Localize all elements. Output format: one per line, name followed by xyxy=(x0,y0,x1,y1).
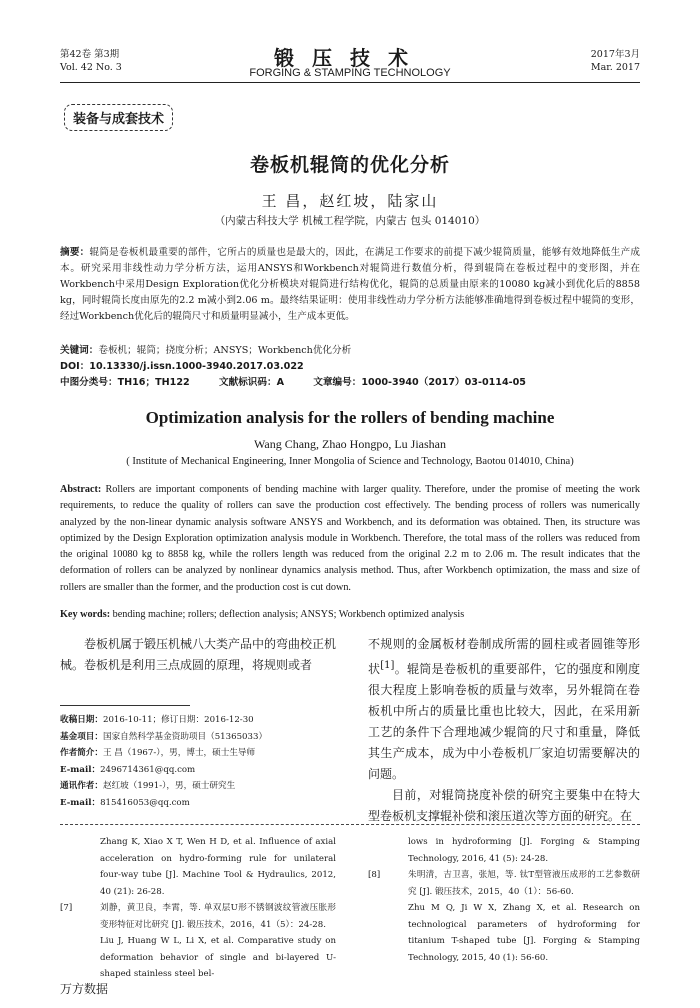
abstract-cn xyxy=(60,245,640,325)
article-no-label: 文章编号： xyxy=(313,377,362,388)
header-date xyxy=(591,48,640,74)
doc-code xyxy=(219,377,284,388)
footnotes xyxy=(60,712,340,811)
keywords-cn-label: 关键词： xyxy=(60,345,99,356)
body-paragraph: 目前，对辊筒挠度补偿的研究主要集中在特大型卷板机支撑辊补偿和滚压道次等方面的研究。在 xyxy=(368,788,640,823)
classification-line xyxy=(60,374,640,388)
body-paragraph: 卷板机属于锻压机械八大类产品中的弯曲校正机械。卷板机是利用三点成圆的原理，将规则或者 xyxy=(60,637,337,672)
clc-label: 中图分类号： xyxy=(60,377,118,388)
footnote-corresponding-email: E-mail：815416053@qq.com xyxy=(60,797,190,808)
abstract-en-label: Abstract: xyxy=(60,484,102,495)
article-no xyxy=(313,377,526,388)
footnote-author-email: E-mail：2496714361@qq.com xyxy=(60,764,196,775)
keywords-en xyxy=(60,609,464,620)
article-no-value: 1000-3940（2017）03-0114-05 xyxy=(361,377,526,388)
doi-label: DOI： xyxy=(60,361,90,372)
keywords-cn xyxy=(60,342,351,356)
doc-code-value: A xyxy=(276,377,285,388)
header-divider xyxy=(60,82,640,83)
reference-item: [7] 刘静，黄卫良，李霄，等. 单双层U形不锈钢波纹管液压胀形变形特征对比研究 [J]. 锻压技术，2016，41（5）：24-28. xyxy=(60,903,336,930)
doc-code-label: 文献标识码： xyxy=(219,377,277,388)
doi-value: 10.13330/j.issn.1000-3940.2017.03.022 xyxy=(89,361,304,372)
footnote-corresponding: 通讯作者：赵红坡（1991-），男，硕士研究生 xyxy=(60,781,236,791)
reference-item: Zhang K, Xiao X T, Wen H D, et al. Influence of axial acceleration on hydro-forming rule for unilateral four-way tube [J]. Machine Tool & Hydraulics, 2012, 40 (21): 26-28. xyxy=(100,837,336,897)
journal-title-cn: 锻压技术 xyxy=(274,46,426,70)
affiliation-cn: （内蒙古科技大学 机械工程学院，内蒙古 包头 014010） xyxy=(214,215,486,227)
footnote-divider xyxy=(60,705,190,706)
footnote-author: 作者简介：王 昌（1967-），男，博士，硕士生导师 xyxy=(60,748,256,758)
authors-en: Wang Chang, Zhao Hongpo, Lu Jiashan xyxy=(254,437,446,451)
reference-item: Liu J, Huang W L, Li X, et al. Comparative study on deformation behavior of single and bi-layered U-shaped stainless steel bel- xyxy=(100,936,336,979)
body-left-column xyxy=(60,634,336,676)
abstract-en-text: Rollers are important components of bending machine with larger quality. Therefore, under the promise of meeting the work requirements, to reduce the quality of rollers can save the production cost effectively. The bending process of rollers was numerically analyzed by the non-linear dynamic analysis software ANSYS and Workbench, and its deformation was obtained. Then, its structure was optimized by the Design Exploration optimization analysis module in Workbench. Therefore, the total mass of the rollers was reduced from the original 10080 kg to 8858 kg, while the rollers length was reduced from the original 2.2 m to 2.06 m. The result indicates that the deformation of rollers can be analyzed by nonlinear dynamics analysis method. Thus, after Workbench optimization, the mass and size of rollers are smaller than the former, and the production cost is cut down. xyxy=(60,484,641,593)
paper-title-cn: 卷板机辊筒的优化分析 xyxy=(249,154,450,176)
abstract-en xyxy=(60,482,640,596)
reference-item: Zhu M Q, Ji W X, Zhang X, et al. Research on technological parameters of hydroforming for titanium T-shaped tube [J]. Forging & Stamping Technology, 2015, 40 (1): 56-60. xyxy=(408,903,640,963)
section-tag: 装备与成套技术 xyxy=(64,104,173,131)
abstract-cn-text: 辊筒是卷板机最重要的部件，它所占的质量也是最大的，因此，在满足工作要求的前提下减少辊筒质量，能够有效地降低生产成本。研究采用非线性动力学分析方法，运用ANSYS和Workbench对辊筒进行数值分析，得到辊筒在卷板过程中的变形图，并在Workbench中采用Design Exploration优化分析模块对辊筒进行结构优化，辊筒的总质量由原来的10080 kg减小到优化后的8858 kg，同时辊筒长度由原先的2.2 m减小到2.06 m。最终结果证明：使用非线性动力学分析方法能够准确地得到卷板过程中辊筒的变形，经过Workbench优化后的辊筒尺寸和质量明显减小，生产成本更低。 xyxy=(60,247,641,322)
references-left xyxy=(60,834,336,983)
affiliation-en: ( Institute of Mechanical Engineering, Inner Mongolia of Science and Technology, Baotou 014010, China) xyxy=(126,456,574,467)
keywords-en-label: Key words: xyxy=(60,609,111,620)
clc xyxy=(60,377,190,388)
date-cn: 2017年3月 xyxy=(590,49,640,60)
doi xyxy=(60,358,304,372)
body-right-column xyxy=(368,634,640,827)
keywords-en-text: bending machine; rollers; deflection analysis; ANSYS; Workbench optimized analysis xyxy=(112,609,465,620)
volume-cn: 第42卷 第3期 xyxy=(60,49,120,60)
volume-en: Vol. 42 No. 3 xyxy=(60,62,122,73)
abstract-cn-label: 摘要： xyxy=(60,247,90,258)
footnote-received: 收稿日期：2016-10-11；修订日期：2016-12-30 xyxy=(60,715,254,725)
body-paragraph: 不规则的金属板材卷制成所需的圆柱或者圆锥等形状[1]。辊筒是卷板机的重要部件，它的强度和刚度很大程度上影响卷板的质量与效率，另外辊筒在卷板机中所占的质量比重也比较大，因此，在采用新工艺的条件下合理地减少辊筒的尺寸和重量，降低其生产成本，成为中小卷板机厂家迫切需要解决的问题。 xyxy=(368,637,640,781)
journal-title-en: FORGING & STAMPING TECHNOLOGY xyxy=(249,67,451,79)
keywords-cn-text: 卷板机；辊筒；挠度分析；ANSYS；Workbench优化分析 xyxy=(98,345,352,356)
reference-item: lows in hydroforming [J]. Forging & Stamping Technology, 2016, 41 (5): 24-28. xyxy=(408,837,640,864)
watermark: 万方数据 xyxy=(60,982,109,996)
authors-cn: 王 昌，赵红坡，陆家山 xyxy=(261,192,439,210)
reference-item: [8] 朱明清，吉卫喜，张旭，等. 钛T型管液压成形的工艺参数研究 [J]. 锻压技术，2015，40（1）：56-60. xyxy=(368,870,640,897)
citation: [1] xyxy=(380,660,395,671)
footnote-funding: 基金项目：国家自然科学基金资助项目（51365033） xyxy=(60,731,268,742)
references-right xyxy=(368,834,640,966)
clc-value: TH16；TH122 xyxy=(117,377,190,388)
paper-title-en: Optimization analysis for the rollers of bending machine xyxy=(145,408,555,427)
references-divider xyxy=(60,824,640,825)
date-en: Mar. 2017 xyxy=(590,62,640,73)
